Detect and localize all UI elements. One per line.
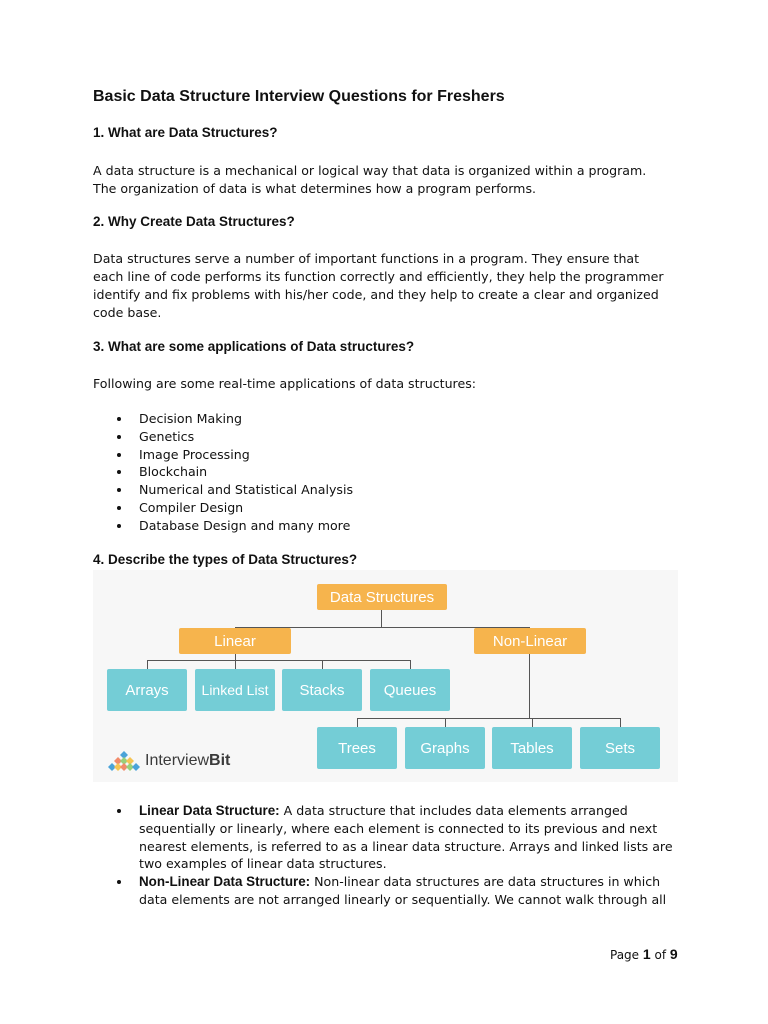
q1-heading: 1. What are Data Structures? xyxy=(93,125,278,140)
footer-of: of xyxy=(650,948,670,962)
list-item: Numerical and Statistical Analysis xyxy=(93,481,353,499)
node-tables: Tables xyxy=(492,727,572,769)
connector xyxy=(381,610,382,627)
list-item: Image Processing xyxy=(93,446,353,464)
node-data-structures: Data Structures xyxy=(317,584,447,610)
page-total: 9 xyxy=(669,946,678,962)
q2-line: Data structures serve a number of important functions in a program. They ensure that xyxy=(93,251,640,266)
page-title: Basic Data Structure Interview Questions for Freshers xyxy=(93,88,505,105)
data-structures-diagram xyxy=(93,570,678,782)
description-line: two examples of linear data structures. xyxy=(139,856,387,872)
node-linked-list: Linked List xyxy=(195,669,275,711)
connector xyxy=(410,660,411,669)
connector xyxy=(357,718,358,727)
q2-line: each line of code performs its function correctly and efficiently, they help the programmer xyxy=(93,269,664,284)
interviewbit-logo-icon xyxy=(107,750,141,772)
connector xyxy=(357,718,621,719)
connector xyxy=(147,660,148,669)
list-item: Database Design and many more xyxy=(93,517,353,535)
connector xyxy=(445,718,446,727)
description-text: Non-linear data structures are data structures in which xyxy=(310,874,661,890)
node-queues: Queues xyxy=(370,669,450,711)
list-item: Compiler Design xyxy=(93,499,353,517)
node-arrays: Arrays xyxy=(107,669,187,711)
q1-answer xyxy=(93,162,683,198)
q1-line: A data structure is a mechanical or logical way that data is organized within a program. xyxy=(93,163,647,178)
q2-line: code base. xyxy=(93,305,162,320)
connector xyxy=(529,654,530,718)
list-item: Blockchain xyxy=(93,463,353,481)
list-item: Decision Making xyxy=(93,410,353,428)
connector xyxy=(620,718,621,727)
node-linear: Linear xyxy=(179,628,291,654)
description-text: A data structure that includes data elements arranged xyxy=(279,803,628,818)
term: Non-Linear Data Structure: xyxy=(139,874,311,890)
description-line: sequentially or linearly, where each element is connected to its previous and next xyxy=(139,820,658,836)
interviewbit-logo xyxy=(107,750,230,772)
applications-list xyxy=(93,410,353,535)
q2-answer xyxy=(93,250,683,322)
connector xyxy=(532,718,533,727)
connector xyxy=(147,660,410,661)
q1-line: The organization of data is what determines how a program performs. xyxy=(93,181,537,196)
node-sets: Sets xyxy=(580,727,660,769)
node-non-linear: Non-Linear xyxy=(474,628,586,654)
description-line: nearest elements, is referred to as a linear data structure. Arrays and linked lists are xyxy=(139,838,673,854)
footer-prefix: Page xyxy=(610,948,643,962)
logo-text-bit: Bit xyxy=(209,752,231,769)
structure-descriptions xyxy=(93,802,673,909)
node-stacks: Stacks xyxy=(282,669,362,711)
q4-heading: 4. Describe the types of Data Structures? xyxy=(93,552,358,567)
page-number: 1 xyxy=(642,946,651,962)
node-trees: Trees xyxy=(317,727,397,769)
page-footer xyxy=(610,946,678,962)
q3-intro: Following are some real-time applications of data structures: xyxy=(93,376,477,391)
description-item xyxy=(93,802,673,873)
description-line: data elements are not arranged linearly or sequentially. We cannot walk through all xyxy=(139,891,667,907)
q2-heading: 2. Why Create Data Structures? xyxy=(93,214,295,229)
list-item: Genetics xyxy=(93,428,353,446)
connector xyxy=(322,660,323,669)
connector xyxy=(235,660,236,669)
q2-line: identify and fix problems with his/her code, and they help to create a clear and organized xyxy=(93,287,659,302)
node-graphs: Graphs xyxy=(405,727,485,769)
description-item xyxy=(93,873,673,909)
logo-text-interview: Interview xyxy=(145,752,210,769)
q3-heading: 3. What are some applications of Data structures? xyxy=(93,339,415,354)
term: Linear Data Structure: xyxy=(139,803,280,818)
